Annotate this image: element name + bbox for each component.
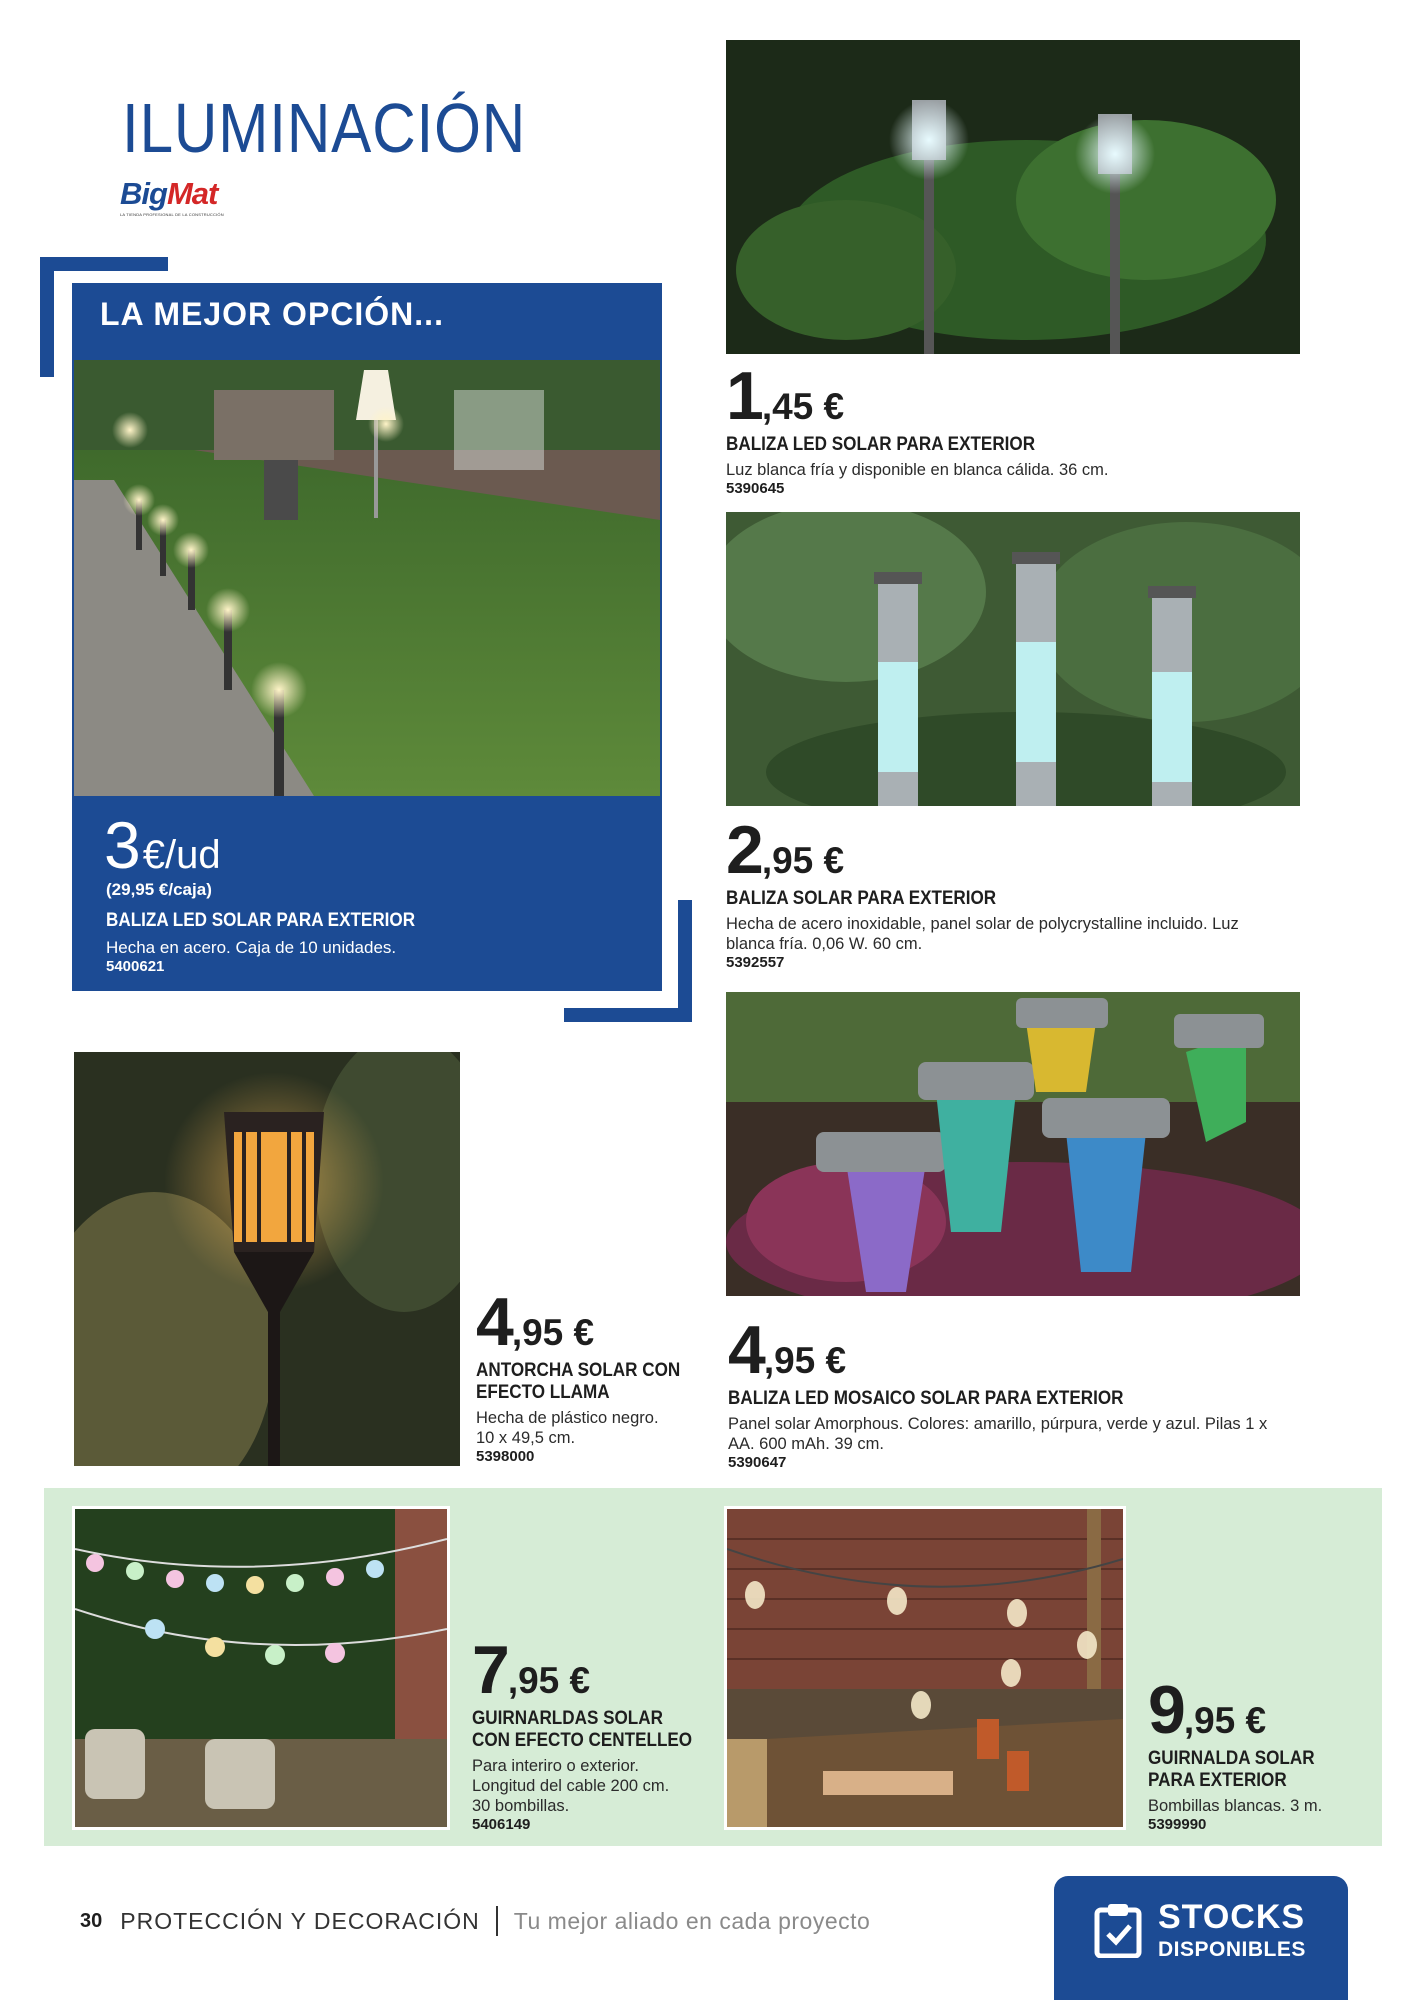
product-name: BALIZA LED SOLAR PARA EXTERIOR bbox=[106, 910, 416, 931]
product-code: 5398000 bbox=[476, 1448, 535, 1465]
page-footer bbox=[80, 1906, 870, 1936]
hero-heading: LA MEJOR OPCIÓN... bbox=[100, 296, 444, 332]
product-description-line-1: Para interiro o exterior. bbox=[472, 1757, 639, 1775]
page-number: 30 bbox=[80, 1909, 103, 1932]
product-description: Luz blanca fría y disponible en blanca cálida. 36 cm. bbox=[726, 461, 1109, 479]
product-name: BALIZA SOLAR PARA EXTERIOR bbox=[726, 888, 997, 909]
price-decimal: ,95 € bbox=[511, 1312, 595, 1353]
price-decimal: ,95 € bbox=[1183, 1700, 1267, 1741]
product-name-line-2: EFECTO LLAMA bbox=[476, 1382, 610, 1403]
section-name: PROTECCIÓN Y DECORACIÓN bbox=[120, 1907, 480, 1934]
product-photo-baliza-solar[interactable] bbox=[726, 512, 1300, 806]
price-integer: 4 bbox=[728, 1312, 764, 1388]
product-photo-baliza-led[interactable] bbox=[726, 40, 1300, 354]
hero-garden-photo[interactable] bbox=[74, 360, 660, 796]
product-block bbox=[472, 1632, 717, 1834]
product-photo-guirnalda-centelleo[interactable] bbox=[72, 1506, 450, 1830]
hero-frame-corner bbox=[678, 900, 692, 1022]
product-code: 5406149 bbox=[472, 1816, 531, 1833]
product-block bbox=[1148, 1672, 1333, 1834]
product-block bbox=[726, 358, 1109, 498]
product-photo-antorcha[interactable] bbox=[74, 1052, 460, 1466]
product-name-line-2: CON EFECTO CENTELLEO bbox=[472, 1730, 693, 1751]
price-integer: 4 bbox=[476, 1284, 512, 1360]
product-code: 5400621 bbox=[106, 958, 165, 975]
logo-big: Big bbox=[120, 176, 167, 211]
hero-price bbox=[104, 808, 221, 882]
product-description-line-1: Hecha de plástico negro. bbox=[476, 1409, 659, 1427]
stocks-label: STOCKS bbox=[1158, 1898, 1306, 1936]
product-name: BALIZA LED SOLAR PARA EXTERIOR bbox=[726, 434, 1036, 455]
price-decimal: ,95 € bbox=[507, 1660, 591, 1701]
product-photo-baliza-mosaico[interactable] bbox=[726, 992, 1300, 1296]
product-name: BALIZA LED MOSAICO SOLAR PARA EXTERIOR bbox=[728, 1388, 1124, 1409]
clipboard-check-icon bbox=[1094, 1902, 1142, 1958]
product-photo-guirnalda-exterior[interactable] bbox=[724, 1506, 1126, 1830]
price-integer: 9 bbox=[1148, 1672, 1184, 1748]
price-unit: €/ud bbox=[142, 833, 221, 877]
price-decimal: ,95 € bbox=[761, 840, 845, 881]
product-code: 5392557 bbox=[726, 954, 785, 971]
product-name-line-1: GUIRNALDA SOLAR bbox=[1148, 1748, 1315, 1769]
price-integer: 7 bbox=[472, 1632, 508, 1708]
product-description: Hecha de acero inoxidable, panel solar de polycrystalline incluido. Luz blanca fría. 0,06 W. 60 cm. bbox=[726, 915, 1239, 953]
stocks-sublabel: DISPONIBLES bbox=[1158, 1938, 1306, 1961]
product-description-line-2: Longitud del cable 200 cm. bbox=[472, 1777, 670, 1795]
product-description: Hecha en acero. Caja de 10 unidades. bbox=[106, 938, 397, 957]
price-integer: 2 bbox=[726, 812, 762, 888]
product-block bbox=[728, 1312, 1288, 1472]
product-description: Panel solar Amorphous. Colores: amarillo, púrpura, verde y azul. Pilas 1 x AA. 600 mAh. 39 cm. bbox=[728, 1415, 1268, 1453]
box-price: (29,95 €/caja) bbox=[106, 880, 212, 899]
stocks-badge bbox=[1054, 1876, 1348, 2000]
price-decimal: ,45 € bbox=[761, 386, 845, 427]
footer-tagline: Tu mejor aliado en cada proyecto bbox=[513, 1907, 871, 1934]
product-code: 5399990 bbox=[1148, 1816, 1207, 1833]
product-name-line-1: ANTORCHA SOLAR CON bbox=[476, 1360, 681, 1381]
product-name-line-2: PARA EXTERIOR bbox=[1148, 1770, 1287, 1791]
hero-frame-corner bbox=[40, 257, 168, 271]
product-code: 5390645 bbox=[726, 480, 785, 497]
product-code: 5390647 bbox=[728, 1454, 787, 1471]
bigmat-logo bbox=[120, 178, 226, 217]
logo-mat: Mat bbox=[166, 176, 218, 211]
product-name-line-1: GUIRNARLDAS SOLAR bbox=[472, 1708, 663, 1729]
hero-frame-corner bbox=[564, 1008, 692, 1022]
hero-details bbox=[106, 880, 449, 975]
product-description-line-3: 30 bombillas. bbox=[472, 1797, 570, 1815]
product-block bbox=[726, 812, 1286, 972]
logo-tagline: LA TIENDA PROFESIONAL DE LA CONSTRUCCIÓN bbox=[120, 212, 224, 217]
price-integer: 3 bbox=[104, 808, 139, 882]
price-integer: 1 bbox=[726, 358, 762, 434]
product-description: Bombillas blancas. 3 m. bbox=[1148, 1797, 1323, 1815]
product-description-line-2: 10 x 49,5 cm. bbox=[476, 1429, 576, 1447]
hero-frame-corner bbox=[40, 257, 54, 377]
price-decimal: ,95 € bbox=[763, 1340, 847, 1381]
product-block bbox=[476, 1284, 703, 1466]
page-title: ILUMINACIÓN bbox=[122, 89, 527, 167]
footer-divider bbox=[496, 1906, 498, 1936]
